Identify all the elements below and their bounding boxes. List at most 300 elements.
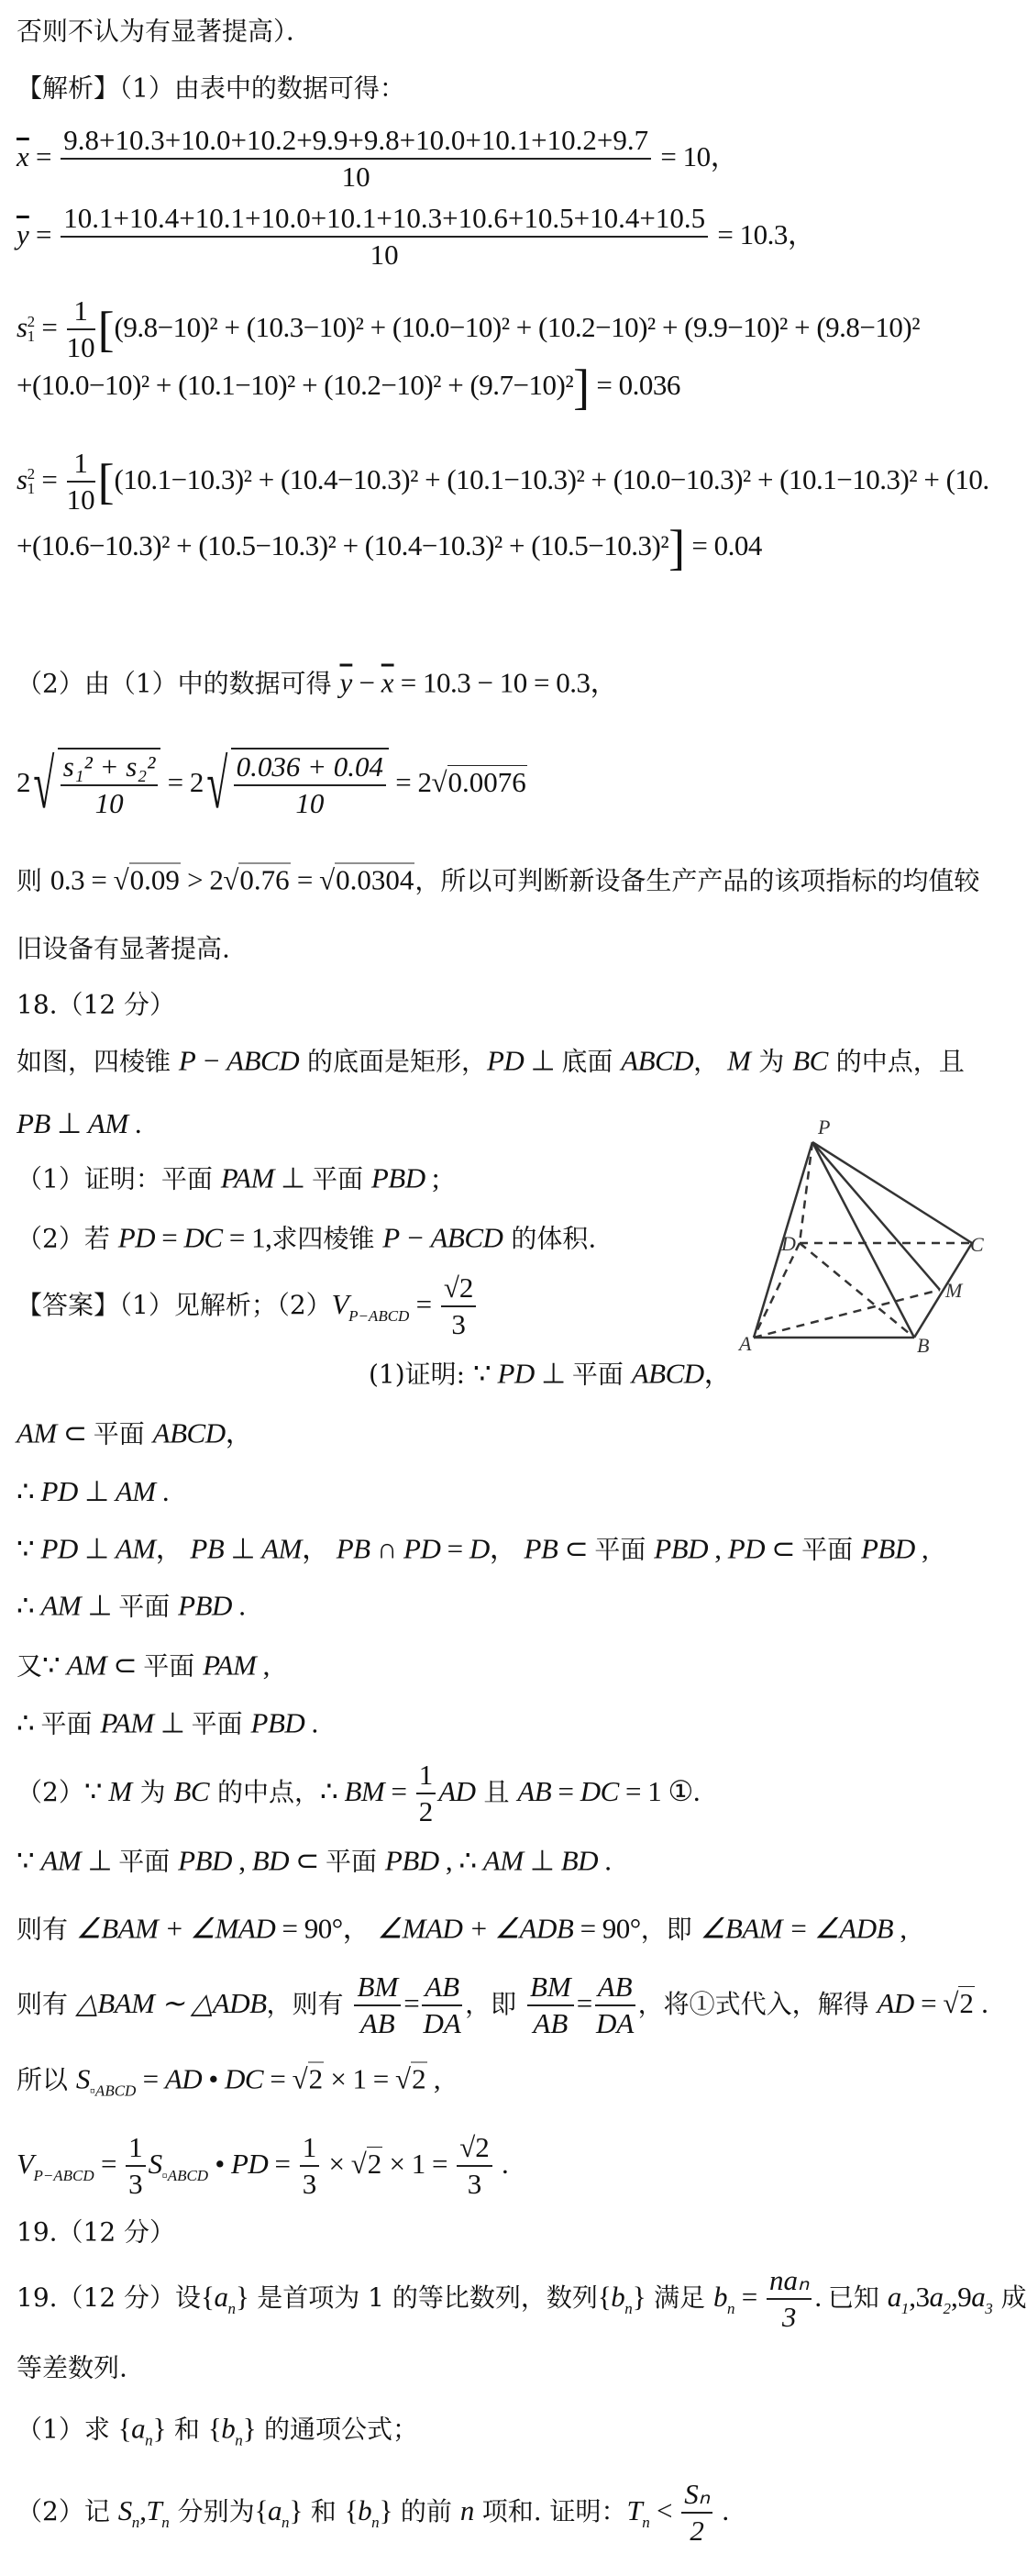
math-variable: S [117, 2494, 132, 2526]
label-A: A [739, 1332, 752, 1355]
text-segment: (1)证明: [369, 1359, 473, 1390]
bracket: [ [97, 302, 115, 357]
denominator: 3 [451, 1308, 466, 1340]
math-variable: S [75, 2062, 90, 2095]
text-segment: 否则不认为有显著提高）． [17, 16, 313, 47]
subscript: ▫ABCD [89, 2082, 137, 2100]
math-text: . [231, 1589, 246, 1622]
math-text: ∴ [17, 1589, 41, 1622]
math-text: ⊥ [77, 1532, 116, 1565]
label-M: M [945, 1279, 963, 1302]
text-segment: 平面 [143, 1650, 204, 1682]
math-variable: PB [336, 1532, 370, 1565]
math-text: ∵ [42, 1649, 67, 1682]
text-segment: （1）证明：平面 [17, 1163, 221, 1194]
math-variable: a [887, 2281, 901, 2313]
math-text: } [152, 2412, 166, 2445]
math-variable: ∠BAM = ∠ADB [700, 1912, 894, 1945]
radicand: 2 [308, 2062, 324, 2095]
math-variable: AD [438, 1775, 476, 1807]
text-segment: 平面 [93, 1418, 153, 1449]
math-text: = 2 [160, 766, 204, 798]
math-text: ∴ [17, 1475, 41, 1507]
math-text: . [494, 2148, 509, 2180]
math-variable: PD [727, 1532, 766, 1565]
numerator: 1 [416, 1758, 436, 1794]
math-variable: AM [115, 1475, 156, 1507]
math-text: ， [155, 1532, 191, 1565]
math-text: . [155, 1475, 170, 1507]
math-text: = 10， [654, 140, 739, 172]
subscript: n [235, 2431, 243, 2449]
math-variable: T [146, 2494, 162, 2526]
math-text: { [117, 2412, 132, 2445]
text-segment: 的底面是矩形， [299, 1046, 487, 1077]
math-text: = 90°， [275, 1912, 378, 1945]
math-text: = 10.3， [711, 218, 816, 250]
overline-variable: $\overline{y}$ [339, 666, 353, 699]
math-text: < [649, 2494, 679, 2526]
label-B: B [917, 1334, 930, 1357]
text-segment: 19.（12 分） [17, 2216, 176, 2248]
text-segment: 是首项为 1 的等比数列，数列 [248, 2282, 598, 2313]
math-variable: P − ABCD [382, 1221, 503, 1254]
denominator: AB [359, 2007, 395, 2039]
math-text: , [256, 1649, 270, 1682]
subscript: n [726, 2300, 735, 2317]
subscript: 1 [27, 480, 36, 497]
math-text: = 10.3 − 10 = 0.3， [393, 666, 618, 699]
math-variable: AM [261, 1532, 302, 1565]
math-variable: AM [87, 1107, 128, 1139]
math-variable: PD [497, 1357, 535, 1390]
math-text: ， [302, 1532, 337, 1565]
math-text: = [136, 2062, 165, 2095]
text-segment: 已知 [827, 2282, 888, 2313]
math-variable: DC [580, 1775, 619, 1807]
edge-PM [812, 1142, 940, 1290]
math-text: ⊥ [153, 1706, 192, 1739]
text-segment: 则 [17, 865, 50, 896]
math-text: . [974, 1987, 988, 2019]
math-text: = [155, 1221, 184, 1254]
math-text: (10.1−10.3)² + (10.4−10.3)² + (10.1−10.3)² + (10.0−10.3)² + (10.1−10.3)² + (10. [114, 463, 989, 495]
numerator: 1 [126, 2130, 146, 2167]
math-variable: PD [403, 1532, 441, 1565]
math-variable: ∠MAD + ∠ADB [377, 1912, 574, 1945]
math-variable: AM [40, 1589, 82, 1622]
numerator: 0.036 + 0.04 [234, 749, 386, 786]
math-variable: DC [225, 2062, 264, 2095]
radicand: 2 [412, 2062, 426, 2095]
denominator: 10 [341, 161, 370, 193]
numerator: AB [595, 1970, 635, 2006]
math-text: = 1 ①. [618, 1775, 701, 1807]
text-segment: 平面 [594, 1534, 655, 1565]
math-variable: V [331, 1288, 349, 1320]
numerator: Sₙ [681, 2477, 712, 2514]
math-variable: AD [164, 2062, 203, 2095]
math-text: { [597, 2281, 612, 2313]
math-variable: a [268, 2494, 282, 2526]
math-text: ⊂ [558, 1532, 595, 1565]
math-text: = [440, 1532, 469, 1565]
radicand: 0.0304 [336, 863, 414, 896]
radical-sign: √ [395, 2062, 412, 2095]
math-text: = [268, 2148, 297, 2180]
math-variable: b [221, 2412, 236, 2445]
subscript: n [145, 2431, 153, 2449]
denominator: 10 [295, 787, 325, 819]
text-segment: 和 [166, 2414, 208, 2445]
math-text: 2 [17, 766, 30, 798]
radical-sign: √ [223, 863, 239, 896]
denominator: DA [595, 2007, 635, 2039]
math-text: } [379, 2494, 392, 2526]
text-segment: （2）由（1）中的数据可得 [17, 668, 340, 699]
denominator: 2 [418, 1795, 434, 1827]
subscript: 1 [27, 328, 36, 345]
math-variable: △BAM ∼ △ADB [75, 1987, 267, 2019]
math-variable: S [148, 2148, 162, 2180]
math-text: = [734, 2281, 764, 2313]
math-text: } [289, 2494, 303, 2526]
math-text: = 1, [222, 1221, 272, 1254]
text-segment: 19.（12 分）设 [17, 2282, 202, 2313]
math-variable: b [611, 2281, 625, 2313]
denominator: 3 [467, 2168, 482, 2200]
math-variable: ∠BAM + ∠MAD [75, 1912, 276, 1945]
math-variable: PBD [860, 1532, 915, 1565]
math-variable: a [971, 2281, 986, 2313]
radicand: 0.09 [129, 863, 180, 896]
text-segment: 又 [17, 1650, 43, 1682]
denominator: 10 [370, 239, 399, 271]
math-variable: a [929, 2281, 944, 2313]
math-variable: BC [173, 1775, 210, 1807]
denominator: 10 [66, 483, 95, 516]
math-text: = [94, 2148, 124, 2180]
math-text: ∴ [319, 1775, 345, 1807]
math-text: } [235, 2281, 249, 2313]
text-segment: 底面 [561, 1046, 622, 1077]
math-variable: AM [17, 1416, 57, 1449]
math-text: = [290, 863, 320, 896]
math-text: > 2 [180, 863, 224, 896]
text-segment: 求四棱锥 [271, 1223, 383, 1254]
subscript: n [131, 2514, 140, 2531]
math-variable: ABCD [621, 1044, 694, 1077]
text-segment: 平面 [326, 1846, 385, 1877]
math-variable: PBD [178, 1844, 232, 1877]
radicand: 0.76 [239, 863, 290, 896]
math-variable: M [108, 1775, 132, 1807]
math-text: ⊂ [765, 1532, 802, 1565]
math-text: = [576, 1987, 592, 2019]
label-D: D [781, 1232, 796, 1255]
superscript: 2 [27, 313, 36, 330]
math-text: ， [703, 1357, 733, 1390]
math-text: • [202, 2062, 225, 2095]
text-segment: 则有 [17, 1989, 76, 2019]
subscript: P−ABCD [348, 1307, 410, 1325]
label-C: C [970, 1233, 984, 1256]
math-text: . [127, 1107, 142, 1139]
subscript: 3 [985, 2300, 993, 2317]
math-text: − [352, 666, 381, 699]
math-variable: PB [190, 1532, 225, 1565]
math-variable: DC [183, 1221, 223, 1254]
math-variable: AM [115, 1532, 156, 1565]
subscript: P−ABCD [33, 2167, 94, 2184]
text-segment: 旧设备有显著提高. [17, 933, 230, 964]
math-text: = 90° [573, 1912, 641, 1945]
numerator: 1 [300, 2130, 320, 2167]
math-variable: AM [40, 1844, 82, 1877]
math-text: , [914, 1532, 929, 1565]
text-segment: （2） [17, 1777, 84, 1807]
math-text: { [344, 2494, 359, 2526]
numerator: AB [422, 1970, 462, 2006]
radical-sign: √ [206, 746, 228, 823]
math-text: ,9 [950, 2281, 972, 2313]
math-variable: a [131, 2412, 146, 2445]
math-text: = [409, 1288, 438, 1320]
math-variable: ABCD [152, 1416, 226, 1449]
text-segment: 分别为 [169, 2496, 255, 2526]
math-text: , [139, 2494, 147, 2526]
math-text: • [208, 2148, 231, 2180]
math-variable: b [358, 2494, 372, 2526]
radical-sign: √ [943, 1987, 959, 2019]
math-text: × 1 = [382, 2148, 455, 2180]
math-variable: V [17, 2148, 34, 2180]
math-text: ⊥ [77, 1475, 116, 1507]
subscript: n [161, 2514, 170, 2531]
math-variable: PBD [250, 1706, 305, 1739]
text-segment: 成 [992, 2282, 1027, 2313]
text-segment: 且 [475, 1777, 518, 1807]
text-segment: 的体积. [502, 1223, 597, 1254]
text-segment: 所以 [17, 2064, 76, 2095]
text-segment: （2）记 [17, 2496, 118, 2526]
numerator: 9.8+10.3+10.0+10.2+9.9+9.8+10.0+10.1+10.2+9.7 [61, 123, 651, 160]
math-variable: PAM [100, 1706, 154, 1739]
math-text: = [28, 218, 59, 250]
math-variable: s [17, 463, 28, 495]
overline-variable: $\overline{x}$ [381, 666, 394, 699]
subscript: 2 [943, 2300, 951, 2317]
math-text: , [708, 1532, 728, 1565]
subscript: ▫ABCD [161, 2167, 209, 2184]
math-text: = [263, 2062, 293, 2095]
math-text: { [207, 2412, 222, 2445]
text-segment: 【答案】（1）见解析；（2） [17, 1290, 332, 1320]
math-variable: AM [482, 1844, 524, 1877]
text-segment: 【解析】（1）由表中的数据可得： [17, 72, 405, 104]
math-variable: PD [486, 1044, 525, 1077]
text-segment: 如图，四棱锥 [17, 1046, 179, 1077]
math-variable: ABCD [631, 1357, 704, 1390]
math-text: = 0.04 [685, 529, 762, 561]
text-segment: ，则有 [266, 1989, 352, 2019]
math-text: { [254, 2494, 269, 2526]
math-variable: T [626, 2494, 643, 2526]
math-text: , ∴ [438, 1844, 483, 1877]
math-text: ⊥ [81, 1589, 119, 1622]
math-text: ∴ [17, 1706, 41, 1739]
math-text: ∵ [17, 1532, 41, 1565]
math-text: } [632, 2281, 646, 2313]
math-variable: b [712, 2281, 727, 2313]
edge-BC [914, 1243, 972, 1338]
math-variable: PD [230, 2148, 269, 2180]
bracket: [ [97, 454, 115, 509]
math-text: ⊥ [524, 1044, 562, 1077]
radicand: 2 [367, 2148, 382, 2180]
math-variable: PD [40, 1475, 78, 1507]
radical-sign: √ [319, 863, 336, 896]
numerator: 10.1+10.4+10.1+10.0+10.1+10.3+10.6+10.5+10.4+10.5 [61, 201, 708, 238]
text-segment: 平面 [191, 1708, 251, 1739]
numerator: 1 [67, 294, 95, 330]
math-text: = [403, 1987, 420, 2019]
math-text: × 1 = [324, 2062, 396, 2095]
text-segment: （1）求 [17, 2414, 118, 2445]
text-segment: 平面 [118, 1591, 179, 1622]
superscript: 2 [27, 465, 36, 483]
math-text: ⊥ [50, 1107, 88, 1139]
edge-PD [800, 1142, 812, 1243]
numerator: BM [527, 1970, 574, 2006]
math-text: { [201, 2281, 215, 2313]
text-segment: 平面 [40, 1708, 101, 1739]
text-segment: 平面 [571, 1359, 632, 1390]
text-segment: 的通项公式； [256, 2414, 418, 2445]
radicand: 2 [959, 1987, 974, 2019]
text-segment: 满足 [646, 2282, 713, 2313]
denominator: DA [423, 2007, 461, 2039]
bracket: ] [573, 360, 591, 415]
denominator: 10 [94, 787, 124, 819]
radical-sign: √ [350, 2148, 367, 2180]
overline-variable: $\overline{y}$ [17, 218, 29, 250]
text-segment: 的前 [392, 2496, 460, 2526]
subscript: 1 [900, 2300, 910, 2317]
numerator: naₙ [767, 2263, 812, 2300]
math-text: ⊥ [523, 1844, 561, 1877]
math-variable: BC [792, 1044, 828, 1077]
edge-PC [812, 1142, 972, 1243]
math-text: ， [489, 1532, 525, 1565]
math-variable: PAM [203, 1649, 257, 1682]
math-text: = [551, 1775, 580, 1807]
numerator: √2 [457, 2130, 492, 2167]
text-segment: 18.（12 分） [17, 989, 176, 1020]
math-text: . [304, 1706, 318, 1739]
math-variable: PD [117, 1221, 156, 1254]
text-segment: 的中点， [209, 1777, 320, 1807]
math-text: = [35, 311, 64, 343]
math-variable: PBD [370, 1161, 425, 1194]
numerator: BM [354, 1970, 401, 2006]
math-text: ⊂ [56, 1416, 94, 1449]
text-segment: （2）若 [17, 1223, 118, 1254]
numerator: 1 [67, 446, 95, 483]
subscript: n [624, 2300, 633, 2317]
edge-PB [812, 1142, 914, 1338]
denominator: 3 [302, 2168, 317, 2200]
math-text: ⊥ [534, 1357, 572, 1390]
math-text: (9.8−10)² + (10.3−10)² + (10.0−10)² + (10.2−10)² + (9.9−10)² + (9.8−10)² [114, 311, 921, 343]
math-text: . [598, 1844, 612, 1877]
radical-sign: √ [431, 766, 447, 798]
overline-variable: $\overline{x}$ [17, 140, 29, 172]
denominator: 3 [128, 2168, 143, 2200]
text-segment: 和 [302, 2496, 345, 2526]
math-variable: P − ABCD [178, 1044, 300, 1077]
bracket: ] [668, 520, 686, 575]
edge-AM [754, 1290, 940, 1338]
math-variable: PBD [178, 1589, 232, 1622]
text-segment: 则有 [17, 1914, 76, 1945]
math-variable: a [214, 2281, 228, 2313]
math-text: ⊂ [289, 1844, 326, 1877]
text-segment: ，所以可判断新设备生产产品的该项指标的均值较 [414, 865, 980, 896]
denominator: 10 [66, 331, 95, 363]
math-variable: BD [251, 1844, 290, 1877]
math-variable: s [17, 311, 28, 343]
math-variable: PD [40, 1532, 78, 1565]
denominator: 3 [781, 2301, 797, 2333]
math-text: = [913, 1987, 944, 2019]
edge-DB [800, 1243, 914, 1338]
math-text: ⊥ [81, 1844, 119, 1877]
math-text: = 2 [389, 766, 432, 798]
subscript: n [371, 2514, 380, 2531]
math-variable: BM [344, 1775, 385, 1807]
math-text: ⊂ [106, 1649, 144, 1682]
math-variable: M [727, 1044, 751, 1077]
denominator: AB [533, 2007, 569, 2039]
math-text: +(10.6−10.3)² + (10.5−10.3)² + (10.4−10.3)² + (10.5−10.3)² [17, 529, 669, 561]
text-segment: 平面 [311, 1163, 371, 1194]
math-text: = [384, 1775, 414, 1807]
text-segment: 平面 [118, 1846, 179, 1877]
math-text: ⊥ [273, 1161, 312, 1194]
math-text: +(10.0−10)² + (10.1−10)² + (10.2−10)² + (9.7−10)² [17, 369, 574, 401]
label-P: P [818, 1116, 831, 1138]
subscript: n [282, 2514, 290, 2531]
math-variable: AB [517, 1775, 552, 1807]
math-variable: PB [17, 1107, 50, 1139]
math-text: . [715, 2494, 729, 2526]
math-text: = [35, 463, 64, 495]
math-text: . [814, 2281, 828, 2313]
math-text: ,3 [909, 2281, 930, 2313]
denominator: 2 [690, 2515, 704, 2547]
math-text: ; [425, 1161, 439, 1194]
math-variable: n [459, 2494, 474, 2526]
math-variable: PBD [384, 1844, 439, 1877]
math-variable: PBD [654, 1532, 708, 1565]
math-variable: AD [877, 1987, 914, 2019]
math-text: ∵ [17, 1844, 41, 1877]
text-segment: ，即 [640, 1914, 701, 1945]
math-text: = [28, 140, 59, 172]
numerator: s₁² + s₂² [61, 749, 159, 786]
text-segment: 为 [750, 1046, 793, 1077]
